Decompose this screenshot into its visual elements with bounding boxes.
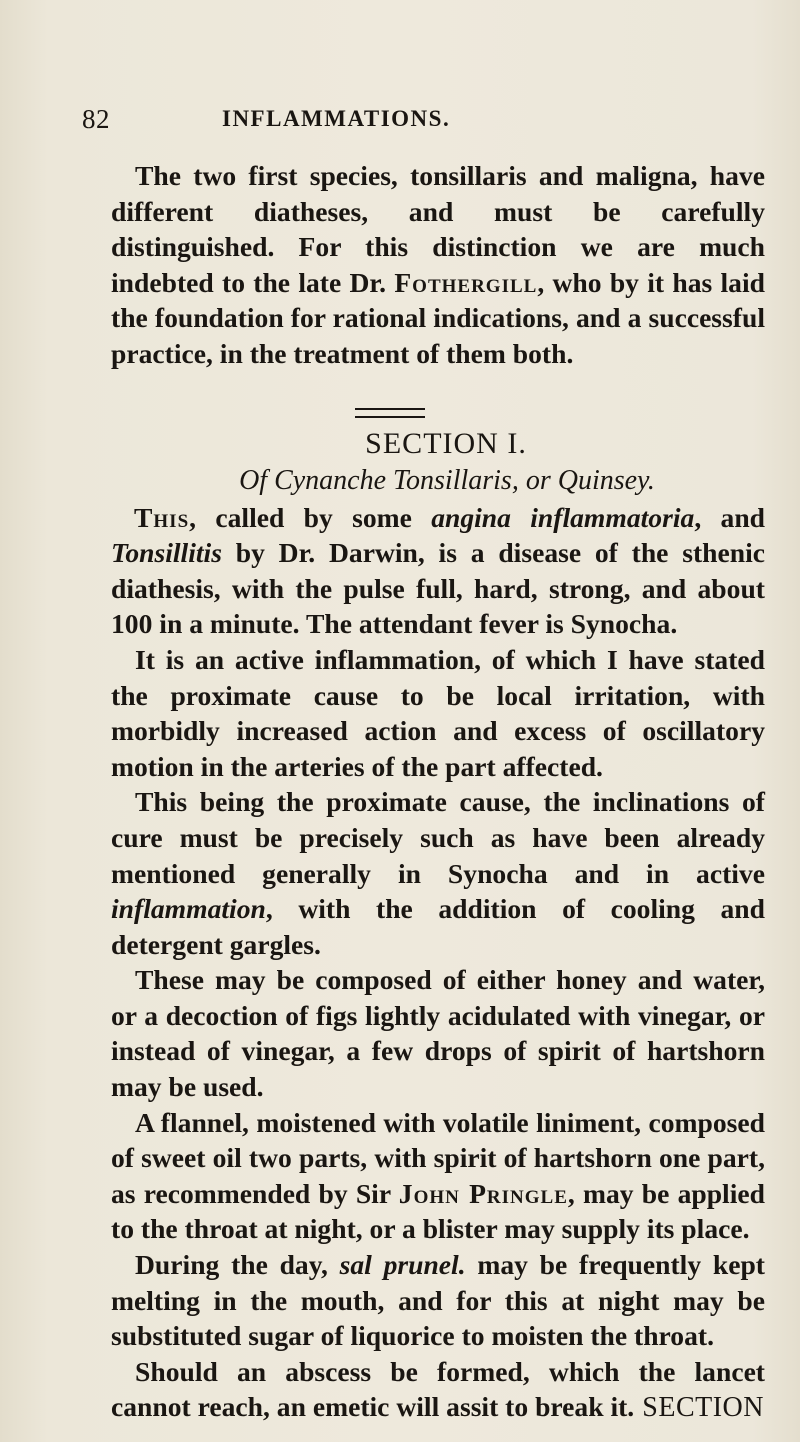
paragraph-5-name-pringle: John Pringle	[398, 1177, 568, 1209]
paragraph-3-text-b: , with the addition of cooling and detergent gargles.	[111, 893, 765, 960]
paragraph-1-text-a: , called by some	[189, 501, 432, 533]
paragraph-7: Should an abscess be formed, which the lancet cannot reach, an emetic will assit to break it.	[111, 1355, 765, 1423]
paragraph-1-italic-2: Tonsillitis	[111, 537, 222, 569]
paragraph-5-text-b: , may be applied to the throat at night, or a blister may supply its place.	[111, 1177, 765, 1245]
paragraph-3	[111, 784, 765, 962]
section-divider	[111, 372, 765, 425]
paragraph-1-text-b: , and	[694, 501, 766, 533]
page-body	[111, 158, 765, 1425]
paragraph-1-italic-1: angina inflammatoria	[431, 501, 695, 533]
paragraph-1-lead-word: This	[134, 501, 190, 533]
page-number: 82	[82, 104, 110, 134]
paragraph-3-text-a: This being the proximate cause, the inclinations of cure must be precisely such as have been already mentioned generally in Synocha and in active	[111, 786, 765, 889]
section-title: SECTION I.	[365, 426, 527, 460]
double-rule-ornament	[355, 408, 425, 418]
intro-text-1: The two first species, tonsillaris and maligna, have different diatheses, and must be carefully distinguished. For this distinction we are much indebted to the late Dr.	[111, 160, 765, 298]
paragraph-6	[111, 1247, 765, 1354]
paragraph-2: It is an active inflammation, of which I have stated the proximate cause to be local irritation, with morbidly increased action and excess of oscillatory motion in the arteries of the part affected.	[111, 643, 765, 782]
catchword: SECTION	[642, 1392, 764, 1423]
section-subtitle: Of Cynanche Tonsillaris, or Quinsey.	[239, 464, 655, 496]
paragraph-5	[111, 1105, 765, 1247]
paragraph-5-text-a: A flannel, moistened with volatile liniment, composed of sweet oil two parts, with spirit of hartshorn one part, as recommended by Sir	[111, 1106, 765, 1209]
paragraph-6-text-a: During the day,	[135, 1249, 340, 1281]
paragraph-1	[111, 500, 765, 642]
running-head: INFLAMMATIONS.	[222, 106, 451, 131]
intro-text-2: , who by it has laid the foundation for rational indications, and a successful practice, in the treatment of them both.	[111, 266, 765, 369]
paragraph-6-text-b: may be frequently kept melting in the mouth, and for this at night may be substituted sugar of liquorice to moisten the throat.	[111, 1249, 765, 1352]
intro-name-fothergill: Fothergill	[394, 266, 538, 298]
paragraph-4: These may be composed of either honey and water, or a decoction of figs lightly acidulated with vinegar, or instead of vinegar, a few drops of spirit of hartshorn may be used.	[111, 964, 765, 1103]
intro-paragraph	[111, 158, 765, 372]
paragraph-1-text-c: by Dr. Darwin, is a disease of the sthenic diathesis, with the pulse full, hard, strong, and about 100 in a minute. The attendant fever is Synocha.	[111, 537, 765, 640]
paragraph-3-italic: inflammation	[111, 893, 266, 925]
page-header	[82, 104, 722, 140]
paragraph-6-italic: sal prunel.	[339, 1249, 466, 1281]
